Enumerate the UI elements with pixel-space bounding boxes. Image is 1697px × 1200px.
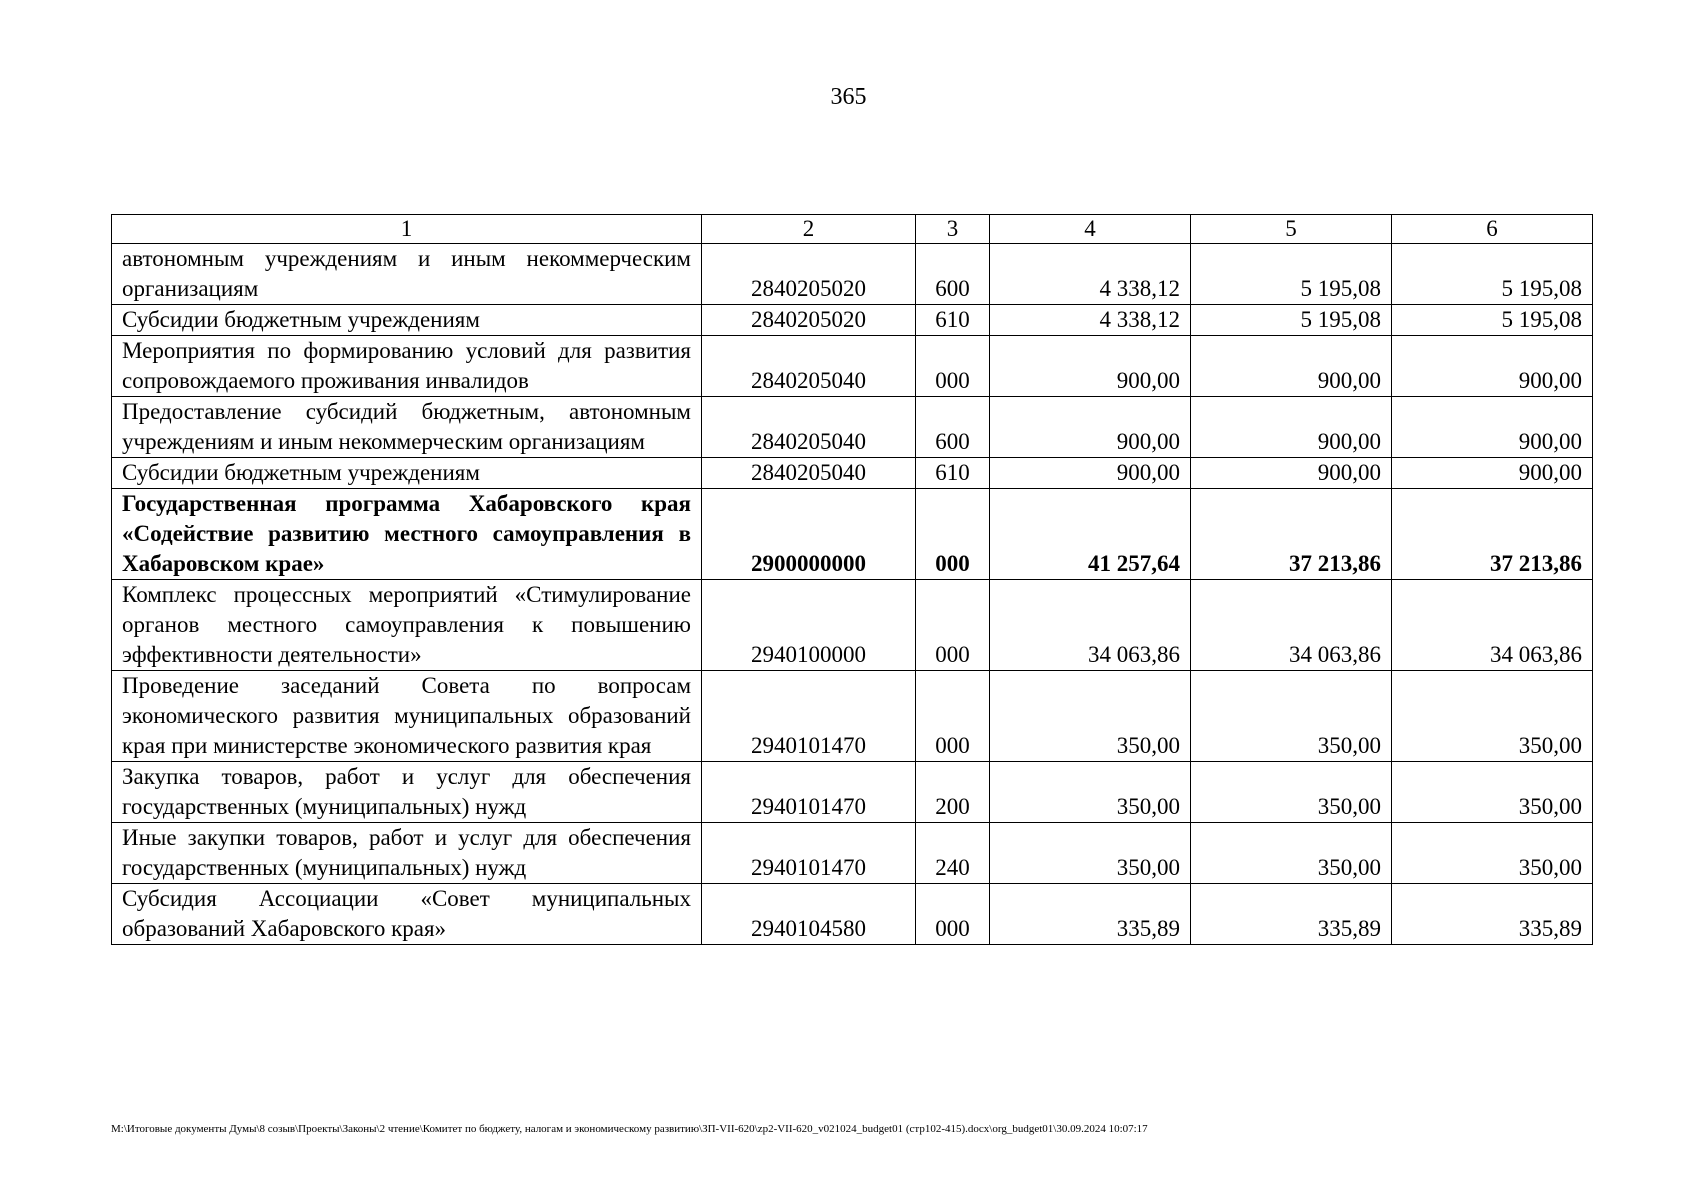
table-row bbox=[112, 762, 1593, 823]
amount-column-6: 350,00 bbox=[1392, 823, 1593, 884]
table-row bbox=[112, 580, 1593, 671]
table-row bbox=[112, 305, 1593, 336]
amount-column-4: 4 338,12 bbox=[990, 244, 1191, 305]
amount-column-6: 37 213,86 bbox=[1392, 489, 1593, 580]
amount-column-6: 5 195,08 bbox=[1392, 244, 1593, 305]
amount-column-4: 335,89 bbox=[990, 884, 1191, 945]
amount-column-4: 350,00 bbox=[990, 823, 1191, 884]
expense-type-code: 000 bbox=[916, 671, 990, 762]
column-header: 3 bbox=[916, 215, 990, 244]
row-description: Субсидия Ассоциации «Совет муниципальных образований Хабаровского края» bbox=[112, 884, 702, 945]
row-description: Мероприятия по формированию условий для развития сопровождаемого проживания инвалидов bbox=[112, 336, 702, 397]
target-article-code: 2840205040 bbox=[702, 458, 916, 489]
target-article-code: 2840205040 bbox=[702, 336, 916, 397]
expense-type-code: 000 bbox=[916, 884, 990, 945]
row-description: автономным учреждениям и иным некоммерческим организациям bbox=[112, 244, 702, 305]
expense-type-code: 200 bbox=[916, 762, 990, 823]
amount-column-4: 900,00 bbox=[990, 336, 1191, 397]
expense-type-code: 240 bbox=[916, 823, 990, 884]
table-row bbox=[112, 397, 1593, 458]
row-description: Субсидии бюджетным учреждениям bbox=[112, 305, 702, 336]
amount-column-5: 37 213,86 bbox=[1191, 489, 1392, 580]
table-row bbox=[112, 458, 1593, 489]
amount-column-5: 350,00 bbox=[1191, 671, 1392, 762]
amount-column-4: 900,00 bbox=[990, 397, 1191, 458]
amount-column-4: 41 257,64 bbox=[990, 489, 1191, 580]
amount-column-5: 5 195,08 bbox=[1191, 305, 1392, 336]
amount-column-5: 5 195,08 bbox=[1191, 244, 1392, 305]
row-description: Комплекс процессных мероприятий «Стимулирование органов местного самоуправления к повышению эффективности деятельности» bbox=[112, 580, 702, 671]
amount-column-4: 350,00 bbox=[990, 671, 1191, 762]
amount-column-5: 900,00 bbox=[1191, 397, 1392, 458]
column-header: 4 bbox=[990, 215, 1191, 244]
column-header: 5 bbox=[1191, 215, 1392, 244]
expense-type-code: 000 bbox=[916, 580, 990, 671]
amount-column-5: 350,00 bbox=[1191, 823, 1392, 884]
table-row bbox=[112, 336, 1593, 397]
table-row bbox=[112, 244, 1593, 305]
table-row bbox=[112, 671, 1593, 762]
table-row bbox=[112, 823, 1593, 884]
table-row bbox=[112, 489, 1593, 580]
target-article-code: 2940101470 bbox=[702, 823, 916, 884]
target-article-code: 2940100000 bbox=[702, 580, 916, 671]
expense-type-code: 000 bbox=[916, 336, 990, 397]
row-description: Закупка товаров, работ и услуг для обеспечения государственных (муниципальных) нужд bbox=[112, 762, 702, 823]
amount-column-4: 34 063,86 bbox=[990, 580, 1191, 671]
expense-type-code: 600 bbox=[916, 244, 990, 305]
amount-column-6: 34 063,86 bbox=[1392, 580, 1593, 671]
amount-column-6: 350,00 bbox=[1392, 762, 1593, 823]
table-row bbox=[112, 884, 1593, 945]
amount-column-5: 34 063,86 bbox=[1191, 580, 1392, 671]
amount-column-5: 350,00 bbox=[1191, 762, 1392, 823]
row-description: Предоставление субсидий бюджетным, автономным учреждениям и иным некоммерческим организациям bbox=[112, 397, 702, 458]
amount-column-5: 900,00 bbox=[1191, 336, 1392, 397]
row-description: Государственная программа Хабаровского края «Содействие развитию местного самоуправления в Хабаровском крае» bbox=[112, 489, 702, 580]
file-path-footer: M:\Итоговые документы Думы\8 созыв\Проекты\Законы\2 чтение\Комитет по бюджету, налогам и экономическому развитию\ЗП-VII-620\zp2-VII-620_v021024_budget01 (стр102-415).docx\org_budget01\30.09.2024 10:07:17 bbox=[111, 1123, 1148, 1135]
target-article-code: 2940101470 bbox=[702, 762, 916, 823]
amount-column-6: 350,00 bbox=[1392, 671, 1593, 762]
amount-column-6: 5 195,08 bbox=[1392, 305, 1593, 336]
column-header: 2 bbox=[702, 215, 916, 244]
table-header-row bbox=[112, 215, 1593, 244]
column-header: 6 bbox=[1392, 215, 1593, 244]
target-article-code: 2940104580 bbox=[702, 884, 916, 945]
expense-type-code: 610 bbox=[916, 458, 990, 489]
expense-type-code: 000 bbox=[916, 489, 990, 580]
target-article-code: 2900000000 bbox=[702, 489, 916, 580]
target-article-code: 2840205040 bbox=[702, 397, 916, 458]
amount-column-6: 900,00 bbox=[1392, 458, 1593, 489]
budget-table bbox=[111, 214, 1593, 945]
amount-column-4: 900,00 bbox=[990, 458, 1191, 489]
amount-column-5: 900,00 bbox=[1191, 458, 1392, 489]
row-description: Проведение заседаний Совета по вопросам экономического развития муниципальных образований края при министерстве экономического развития края bbox=[112, 671, 702, 762]
amount-column-4: 4 338,12 bbox=[990, 305, 1191, 336]
amount-column-6: 335,89 bbox=[1392, 884, 1593, 945]
expense-type-code: 610 bbox=[916, 305, 990, 336]
amount-column-5: 335,89 bbox=[1191, 884, 1392, 945]
amount-column-6: 900,00 bbox=[1392, 397, 1593, 458]
target-article-code: 2840205020 bbox=[702, 305, 916, 336]
row-description: Субсидии бюджетным учреждениям bbox=[112, 458, 702, 489]
row-description: Иные закупки товаров, работ и услуг для обеспечения государственных (муниципальных) нужд bbox=[112, 823, 702, 884]
expense-type-code: 600 bbox=[916, 397, 990, 458]
target-article-code: 2840205020 bbox=[702, 244, 916, 305]
amount-column-4: 350,00 bbox=[990, 762, 1191, 823]
page-number: 365 bbox=[830, 84, 867, 110]
column-header: 1 bbox=[112, 215, 702, 244]
target-article-code: 2940101470 bbox=[702, 671, 916, 762]
amount-column-6: 900,00 bbox=[1392, 336, 1593, 397]
